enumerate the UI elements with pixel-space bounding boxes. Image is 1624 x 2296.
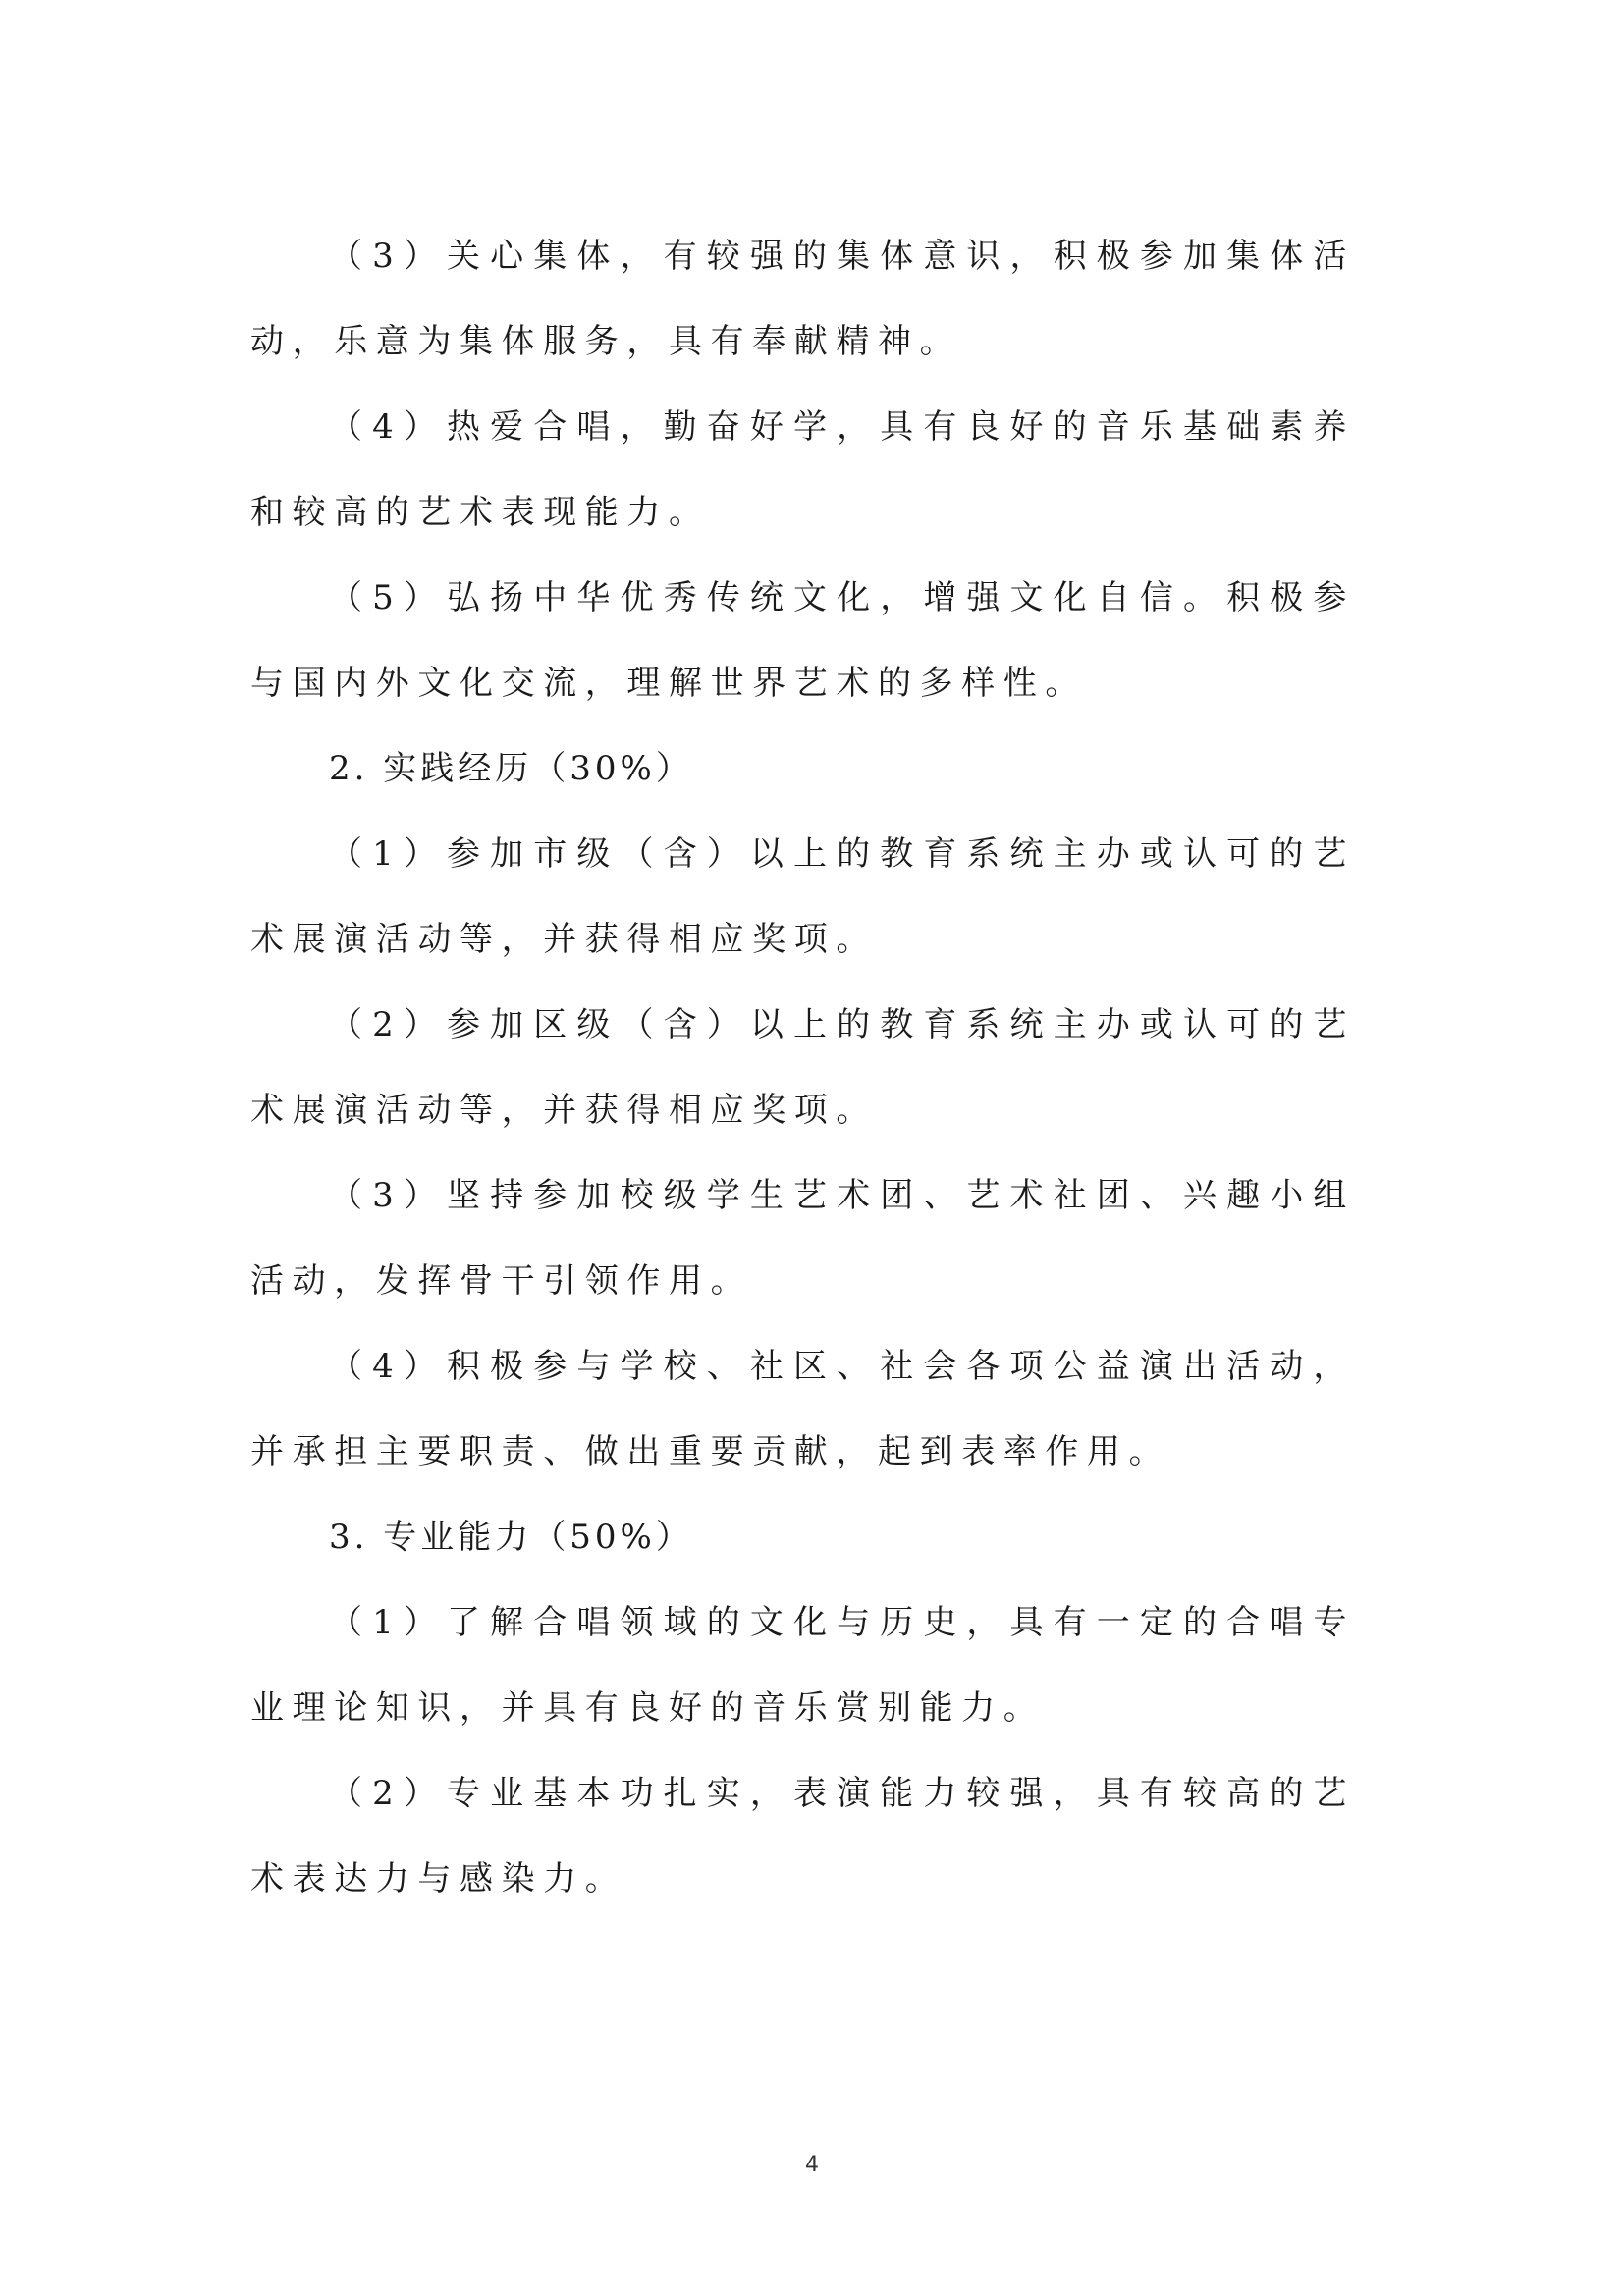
criterion-item-character-3: （3）关心集体，有较强的集体意识，积极参加集体活动，乐意为集体服务，具有奉献精神。: [250, 237, 1355, 361]
section-heading-professional: 3. 专业能力（50%）: [329, 1518, 693, 1557]
document-body: [250, 214, 1355, 1922]
criterion-item-professional-1: （1）了解合唱领域的文化与历史，具有一定的合唱专业理论知识，并具有良好的音乐赏别能力。: [250, 1603, 1355, 1728]
criterion-item-practice-2: （2）参加区级（含）以上的教育系统主办或认可的艺术展演活动等，并获得相应奖项。: [250, 1005, 1355, 1130]
criterion-item-character-4: （4）热爱合唱，勤奋好学，具有良好的音乐基础素养和较高的艺术表现能力。: [250, 407, 1355, 532]
section-heading-practice: 2. 实践经历（30%）: [329, 749, 693, 788]
criterion-item-practice-4: （4）积极参与学校、社区、社会各项公益演出活动，并承担主要职责、做出重要贡献，起到表率作用。: [250, 1347, 1355, 1471]
criterion-item-character-5: （5）弘扬中华优秀传统文化，增强文化自信。积极参与国内外文化交流，理解世界艺术的多样性。: [250, 578, 1355, 703]
criterion-item-professional-2: （2）专业基本功扎实，表演能力较强，具有较高的艺术表达力与感染力。: [250, 1774, 1355, 1898]
page-number: 4: [805, 2153, 819, 2177]
criterion-item-practice-1: （1）参加市级（含）以上的教育系统主办或认可的艺术展演活动等，并获得相应奖项。: [250, 834, 1355, 959]
criterion-item-practice-3: （3）坚持参加校级学生艺术团、艺术社团、兴趣小组活动，发挥骨干引领作用。: [250, 1176, 1355, 1301]
